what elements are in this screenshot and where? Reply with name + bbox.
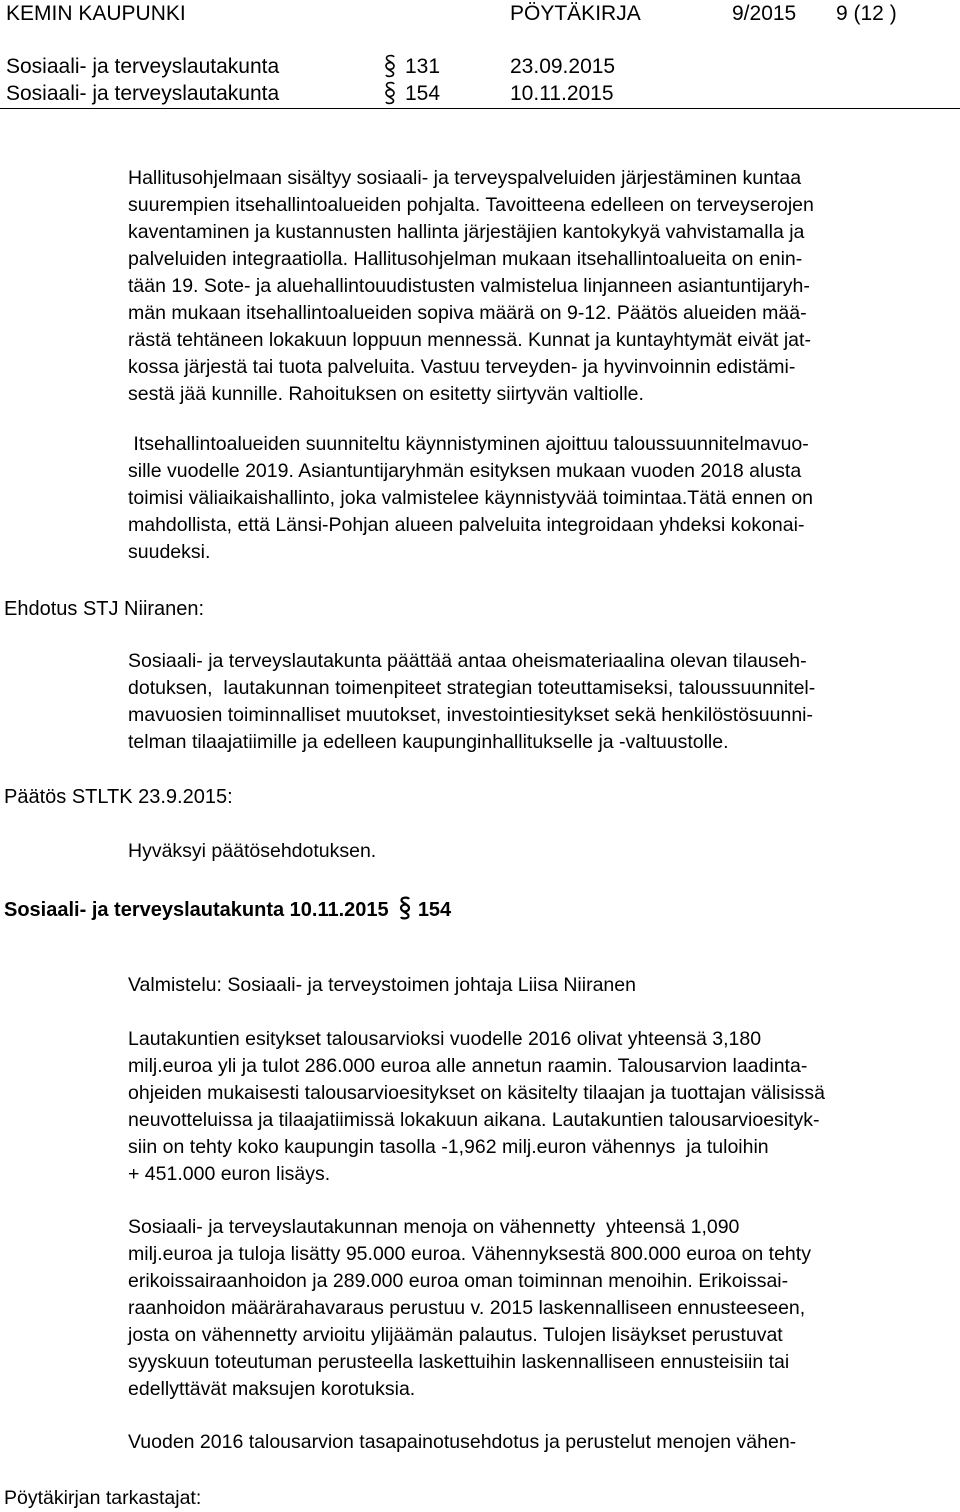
text-line: tään 19. Sote- ja aluehallintouudistusten valmistelua linjanneen asiantuntijaryh- (128, 275, 810, 297)
section-heading-body: Sosiaali- ja terveyslautakunta 10.11.2015 (4, 899, 389, 921)
municipality-name: KEMIN KAUPUNKI (6, 2, 186, 25)
text-line: sestä jää kunnille. Rahoituksen on esitetty siirtyvän valtiolle. (128, 383, 644, 405)
section-sign-icon (383, 54, 397, 84)
reference-section: 154 (405, 82, 441, 105)
reference-section: 131 (405, 55, 441, 78)
text-line: kaventaminen ja kustannusten hallinta järjestäjien kantokykyä vahvistamalla ja (128, 221, 805, 243)
text-line: män mukaan itsehallintoalueiden sopiva määrä on 9-12. Päätös alueiden mää- (128, 302, 807, 324)
paragraph-balancing: Vuoden 2016 talousarvion tasapainotusehdotus ja perustelut menojen vähen- (128, 1431, 797, 1453)
footer-label: Pöytäkirjan tarkastajat: (4, 1487, 202, 1509)
text-line: suurempien itsehallintoalueiden pohjalta. Tavoitteena edelleen on terveyserojen (128, 194, 814, 216)
text-line: syyskuun toteutuman perusteella laskettuihin laskennalliseen ennusteisiin tai (128, 1351, 790, 1373)
section-heading (4, 896, 451, 926)
document-type: PÖYTÄKIRJA (510, 2, 641, 25)
decision-text: Hyväksyi päätösehdotuksen. (128, 840, 377, 862)
text-line: palveluiden integraatiolla. Hallitusohjelman mukaan itsehallintoalueita on enin- (128, 248, 803, 270)
document-number: 9/2015 (732, 2, 797, 25)
text-line: + 451.000 euron lisäys. (128, 1163, 331, 1185)
section-sign-icon (383, 81, 397, 111)
text-line: Lautakuntien esitykset talousarvioksi vuodelle 2016 olivat yhteensä 3,180 (128, 1028, 762, 1050)
section-heading-number: 154 (417, 899, 452, 921)
text-line: Sosiaali- ja terveyslautakunta päättää antaa oheismateriaalina olevan tilauseh- (128, 650, 807, 672)
text-line: mahdollista, että Länsi-Pohjan alueen palveluita integroidaan yhdeksi kokonai- (128, 514, 805, 536)
page-number: 9 (12 ) (836, 2, 897, 25)
reference-body: Sosiaali- ja terveyslautakunta (6, 55, 280, 78)
text-line: neuvotteluissa ja tilaajatiimissä lokakuun aikana. Lautakuntien talousarvioesityk- (128, 1109, 820, 1131)
text-line: edellyttävät maksujen korotuksia. (128, 1378, 416, 1400)
section-sign-icon (398, 896, 412, 926)
text-line: kossa järjestä tai tuota palveluita. Vastuu terveyden- ja hyvinvoinnin edistämi- (128, 356, 796, 378)
text-line: telman tilaajatiimille ja edelleen kaupunginhallitukselle ja -valtuustolle. (128, 731, 729, 753)
proposal-label: Ehdotus STJ Niiranen: (4, 598, 205, 620)
text-line: milj.euroa ja tuloja lisätty 95.000 euroa. Vähennyksestä 800.000 euroa on tehty (128, 1243, 811, 1265)
reference-date: 10.11.2015 (510, 82, 614, 105)
text-line: rästä tehtäneen lokakuun loppuun mennessä. Kunnat ja kuntayhtymät eivät jat- (128, 329, 811, 351)
text-line: mavuosien toiminnalliset muutokset, investointiesitykset sekä henkilöstösuunni- (128, 704, 814, 726)
text-line: raanhoidon määrärahavaraus perustuu v. 2015 laskennalliseen ennusteeseen, (128, 1297, 806, 1319)
text-line: Itsehallintoalueiden suunniteltu käynnistyminen ajoittuu taloussuunnitelmavuo- (128, 433, 809, 455)
text-line: dotuksen, lautakunnan toimenpiteet strategian toteuttamiseksi, taloussuunnitel- (128, 677, 816, 699)
text-line: siin on tehty koko kaupungin tasolla -1,962 milj.euron vähennys ja tuloihin (128, 1136, 769, 1158)
text-line: milj.euroa yli ja tulot 286.000 euroa alle annetun raamin. Talousarvion laadinta- (128, 1055, 808, 1077)
reference-body: Sosiaali- ja terveyslautakunta (6, 82, 280, 105)
text-line: ohjeiden mukaisesti talousarvioesitykset on käsitelty tilaajan ja tuottajan välisissä (128, 1082, 825, 1104)
text-line: Hallitusohjelmaan sisältyy sosiaali- ja terveyspalveluiden järjestäminen kuntaa (128, 167, 802, 189)
decision-label: Päätös STLTK 23.9.2015: (4, 786, 233, 808)
text-line: Sosiaali- ja terveyslautakunnan menoja on vähennetty yhteensä 1,090 (128, 1216, 740, 1238)
text-line: erikoissairaanhoidon ja 289.000 euroa oman toiminnan menoihin. Erikoissai- (128, 1270, 789, 1292)
reference-date: 23.09.2015 (510, 55, 616, 78)
text-line: suudeksi. (128, 541, 211, 563)
text-line: josta on vähennetty arvioitu ylijäämän palautus. Tulojen lisäykset perustuvat (128, 1324, 783, 1346)
header-divider (0, 108, 960, 109)
preparation-line: Valmistelu: Sosiaali- ja terveystoimen johtaja Liisa Niiranen (128, 974, 636, 996)
text-line: toimisi väliaikaishallinto, joka valmistelee käynnistyvää toimintaa.Tätä ennen on (128, 487, 814, 509)
text-line: sille vuodelle 2019. Asiantuntijaryhmän esityksen mukaan vuoden 2018 alusta (128, 460, 802, 482)
